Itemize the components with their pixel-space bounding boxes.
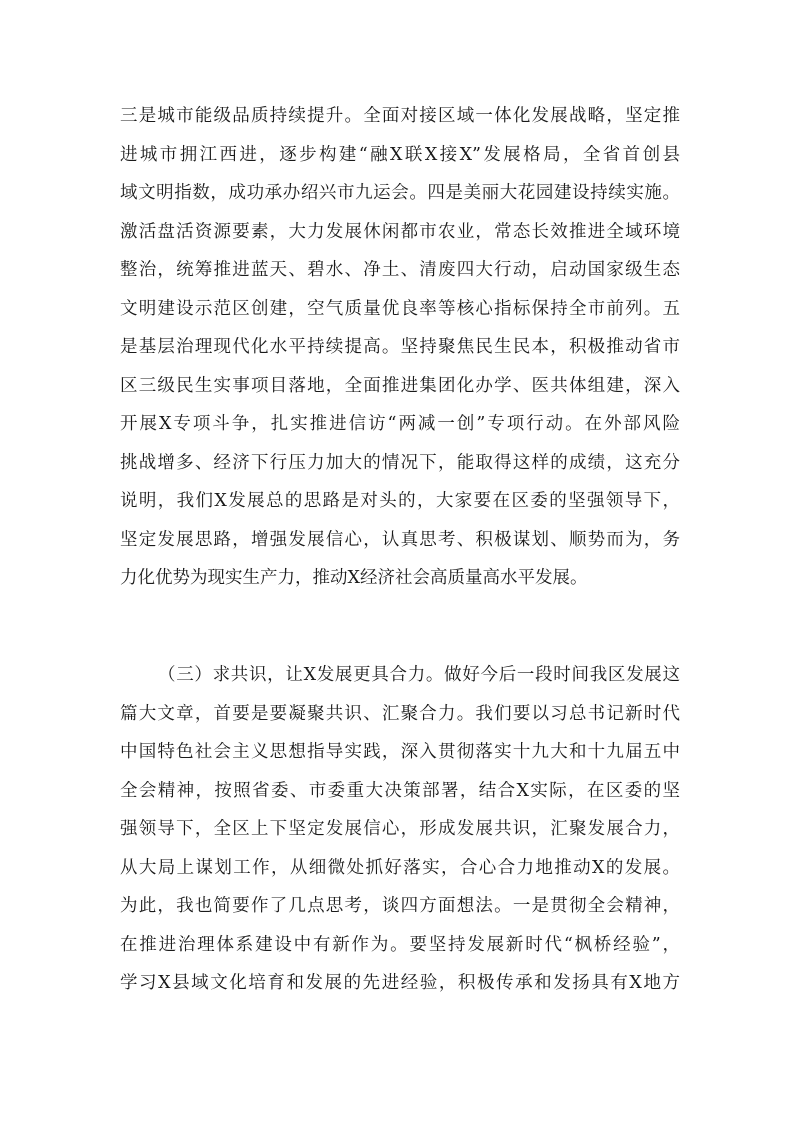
text-line: 进城市拥江西进，逐步构建“融X联X接X”发展格局，全省首创县 <box>120 144 680 165</box>
paragraph-city-development <box>120 97 680 598</box>
text-line: 开展X专项斗争，扎实推进信访“两减一创”专项行动。在外部风险 <box>120 414 680 434</box>
text-line: 在推进治理体系建设中有新作为。要坚持发展新时代“枫桥经验”， <box>120 934 680 955</box>
text-line: 力化优势为现实生产力，推动X经济社会高质量高水平发展。 <box>120 568 588 588</box>
text-line: 为此，我也简要作了几点思考，谈四方面想法。一是贯彻全会精神， <box>120 896 680 916</box>
text-line: 域文明指数，成功承办绍兴市九运会。四是美丽大花园建设持续实施。 <box>120 183 680 203</box>
paragraph-consensus <box>120 656 680 1003</box>
text-line: 坚定发展思路，增强发展信心，认真思考、积极谋划、顺势而为，务 <box>120 529 680 550</box>
text-line: 说明，我们X发展总的思路是对头的，大家要在区委的坚强领导下， <box>120 491 680 511</box>
text-line: 篇大文章，首要是要凝聚共识、汇聚合力。我们要以习总书记新时代 <box>120 703 680 724</box>
text-line: 整治，统筹推进蓝天、碧水、净土、清废四大行动，启动国家级生态 <box>120 260 680 280</box>
text-line: 中国特色社会主义思想指导实践，深入贯彻落实十九大和十九届五中 <box>120 742 680 762</box>
text-line: 学习X县域文化培育和发展的先进经验，积极传承和发扬具有X地方 <box>120 973 680 993</box>
text-line: 全会精神，按照省委、市委重大决策部署，结合X实际，在区委的坚 <box>120 780 680 801</box>
text-line: 区三级民生实事项目落地，全面推进集团化办学、医共体组建，深入 <box>120 375 680 396</box>
section-heading-line: （三）求共识，让X发展更具合力。做好今后一段时间我区发展这 <box>158 665 680 685</box>
text-line: 三是城市能级品质持续提升。全面对接区域一体化发展战略，坚定推 <box>120 106 680 126</box>
text-line: 强领导下，全区上下坚定发展信心，形成发展共识，汇聚发展合力， <box>120 819 680 839</box>
text-line: 是基层治理现代化水平持续提高。坚持聚焦民生民本，积极推动省市 <box>120 337 680 357</box>
text-line: 激活盘活资源要素，大力发展休闲都市农业，常态长效推进全域环境 <box>120 221 680 242</box>
text-line: 挑战增多、经济下行压力加大的情况下，能取得这样的成绩，这充分 <box>120 452 680 473</box>
text-line: 文明建设示范区创建，空气质量优良率等核心指标保持全市前列。五 <box>120 298 680 319</box>
text-line: 从大局上谋划工作，从细微处抓好落实，合心合力地推动X的发展。 <box>120 857 680 878</box>
